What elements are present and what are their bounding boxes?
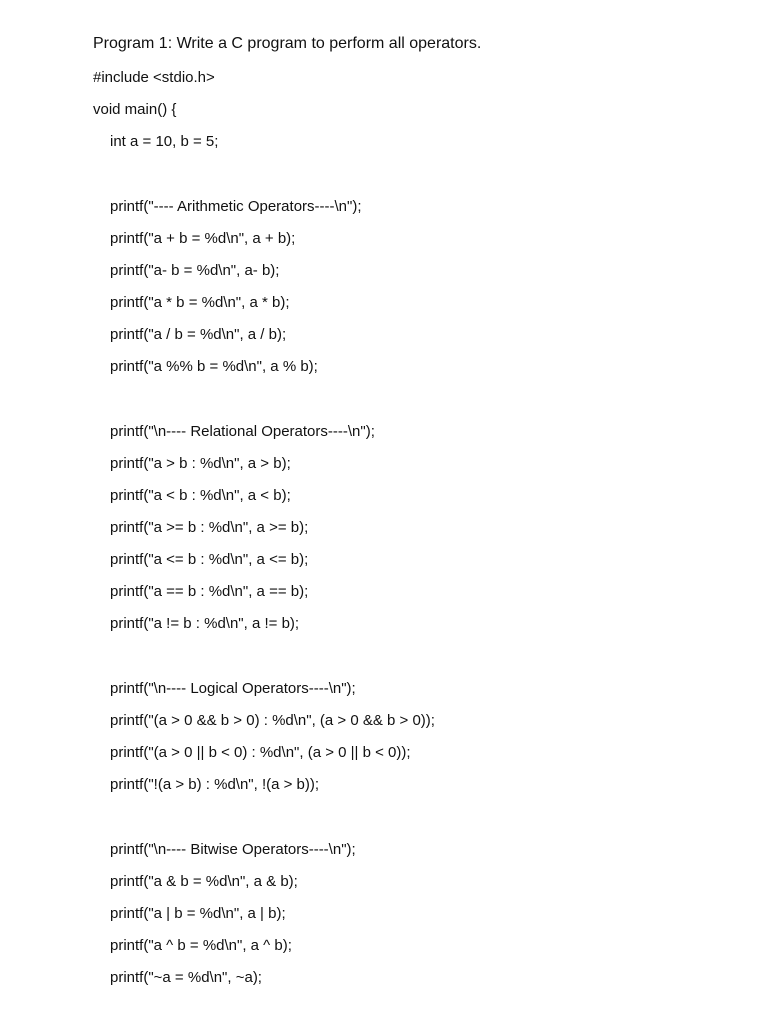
code-line-greater: printf("a > b : %d\n", a > b); [110,455,291,472]
code-line-less-equal: printf("a <= b : %d\n", a <= b); [110,551,309,568]
code-line-subtract: printf("a- b = %d\n", a- b); [110,262,280,279]
code-line-divide: printf("a / b = %d\n", a / b); [110,326,287,343]
code-line-include: #include <stdio.h> [93,69,215,86]
code-line-equal: printf("a == b : %d\n", a == b); [110,583,309,600]
code-line-declaration: int a = 10, b = 5; [110,133,219,150]
code-line-logical-header: printf("\n---- Logical Operators----\n"); [110,680,356,697]
code-line-bitwise-header: printf("\n---- Bitwise Operators----\n"); [110,841,356,858]
code-line-add: printf("a + b = %d\n", a + b); [110,230,296,247]
code-line-bitwise-and: printf("a & b = %d\n", a & b); [110,873,298,890]
code-line-logical-or: printf("(a > 0 || b < 0) : %d\n", (a > 0 || b < 0)); [110,744,411,761]
code-line-less: printf("a < b : %d\n", a < b); [110,487,291,504]
code-line-modulo: printf("a %% b = %d\n", a % b); [110,358,318,375]
code-line-multiply: printf("a * b = %d\n", a * b); [110,294,290,311]
code-line-not-equal: printf("a != b : %d\n", a != b); [110,615,300,632]
code-line-bitwise-or: printf("a | b = %d\n", a | b); [110,905,286,922]
code-line-greater-equal: printf("a >= b : %d\n", a >= b); [110,519,309,536]
code-line-logical-not: printf("!(a > b) : %d\n", !(a > b)); [110,776,320,793]
document-title: Program 1: Write a C program to perform all operators. [93,35,482,52]
code-line-bitwise-xor: printf("a ^ b = %d\n", a ^ b); [110,937,292,954]
code-line-relational-header: printf("\n---- Relational Operators----\n"); [110,423,375,440]
code-line-bitwise-not: printf("~a = %d\n", ~a); [110,969,262,986]
code-line-main: void main() { [93,101,177,118]
code-line-logical-and: printf("(a > 0 && b > 0) : %d\n", (a > 0 && b > 0)); [110,712,435,729]
code-line-arithmetic-header: printf("---- Arithmetic Operators----\n"); [110,198,362,215]
